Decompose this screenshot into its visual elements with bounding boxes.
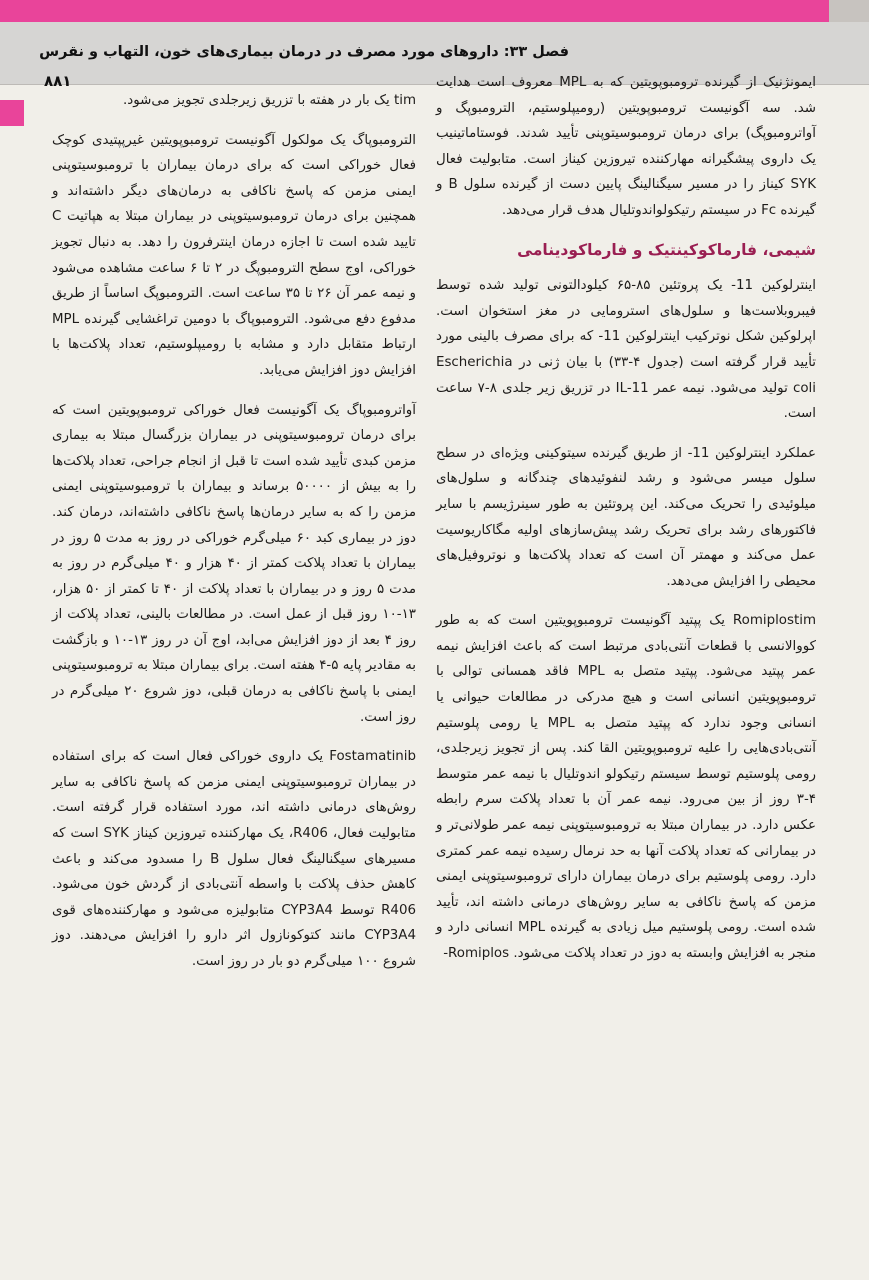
right-column bbox=[436, 70, 816, 981]
chapter-thumb-tab bbox=[0, 100, 24, 126]
paragraph-interleukin-function: عملکرد اینترلوکین ‎-11 از طریق گیرنده سیتوکینی ویژه‌ای در سطح سلول میسر می‌شود و رشد لنفوئیدهای چندگانه و سلول‌های میلوئیدی را تحریک می‌کند. این پروتئین به طور سینرژیسم با سایر فاکتورهای رشد برای تحریک رشد پیش‌سازهای اولیه مگاکاریوسیت عمل می‌کند و مهمتر آن است که تعداد پلاکت‌ها و نوتروفیل‌های محیطی را افزایش می‌دهد. bbox=[436, 445, 816, 589]
chapter-title: فصل ۳۳: داروهای مورد مصرف در درمان بیماری‌های خون، التهاب و نقرس bbox=[39, 44, 569, 60]
paragraph-avatrombopag: آواترومبوپاگ یک آگونیست فعال خوراکی ترومبوپویتین است که برای درمان ترومبوسیتوپنی در بیماران بزرگسال مبتلا به بیماری مزمن کبدی تأیید شده است تا قبل از انجام جراحی، تعداد پلاکت‌ها را به بیش از ۵۰۰۰۰ برساند و بیماران با ترومبوسیتوپنی ایمنی مزمن را که به سایر درمان‌ها پاسخ ناکافی داشته‌اند، درمان کند. دوز در بیماری کبد ۶۰ میلی‌گرم خوراکی در روز به مدت ۵ روز در بیماران با تعداد پلاکت کمتر از ۴۰ هزار و ۴۰ میلی‌گرم در روز به مدت ۵ روز و در بیماران با تعداد پلاکت از ۴۰ تا کمتر از ۵۰ هزار، ۱۳-۱۰ روز قبل از عمل است. در مطالعات بالینی، تعداد پلاکت از روز ۴ بعد از دوز افزایش می‌ابد، اوج آن در روز ۱۳-۱۰ و بازگشت به مقادیر پایه ۵-۴ هفته است. برای بیماران مبتلا به ترومبوسیتوپنی ایمنی با پاسخ ناکافی به درمان قبلی، دوز شروع ۲۰ میلی‌گرم در روز است. bbox=[52, 402, 417, 725]
paragraph-fostamatinib: Fostamatinib یک داروی خوراکی فعال است که برای استفاده در بیماران ترومبوسیتوپنی ایمنی مزمن که پاسخ ناکافی به سایر روش‌های درمانی داشته اند، مورد استفاده قرار گرفته است. متابولیت فعال، R406، یک مهارکننده تیروزین کیناز SYK است که مسیرهای سیگنالینگ فعال سلول B را مسدود می‌کند و باعث کاهش حذف پلاکت با واسطه آنتی‌بادی از گردش خون می‌شود. R406 توسط CYP3A4 متابولیزه می‌شود و مهارکننده‌های قوی CYP3A4 مانند کتوکونازول اثر دارو را افزایش می‌دهند. دوز شروع ۱۰۰ میلی‌گرم دو بار در روز است. bbox=[52, 749, 416, 969]
paragraph-romiplostim-dosing: tim یک بار در هفته با تزریق زیرجلدی تجویز می‌شود. bbox=[123, 93, 416, 108]
section-heading: شیمی، فارماکوکینتیک و فارماکودینامی bbox=[517, 240, 816, 259]
page-number: ۸۸۱ bbox=[44, 72, 72, 90]
page-edge-shadow bbox=[829, 0, 869, 22]
paragraph-eltrombopag: الترومبوپاگ یک مولکول آگونیست ترومبوپویتین غیرپپتیدی کوچک فعال خوراکی است که برای درمان بیماران با ترومبوسیتوپنی ایمنی مزمن که پاسخ ناکافی به درمان‌های دیگر داشته‌اند و همچنین برای درمان ترومبوسیتوپنی در بیماران مبتلا به هپاتیت C تایید شده است تا اجازه درمان اینترفرون را دهد. به دنبال تجویز خوراکی، اوج سطح الترومبوپگ در ۲ تا ۶ ساعت مشاهده می‌شود و نیمه عمر آن ۲۶ تا ۳۵ ساعت است. الترومبوپگ اساساً از طریق مدفوع دفع می‌شود. الترومبوپاگ با دومین تراغشایی گیرنده MPL ارتباط متقابل دارد و مشابه با رومیپلوستیم، تعداد پلاکت‌ها با افزایش دوز افزایش می‌یابد. bbox=[52, 132, 416, 378]
top-accent-band bbox=[0, 0, 869, 22]
paragraph-interleukin-11: اینترلوکین ‎-11 یک پروتئین ۸۵-۶۵ کیلودالتونی تولید شده توسط فیبروبلاست‌ها و سلول‌های استرومایی در مغز استخوان است. اپرلوکین شکل نوترکیب اینترلوکین ‎-11 که برای مصرف بالینی مورد تأیید قرار گرفته است (جدول ۴-۳۳) با بیان ژنی در Escherichia coli تولید می‌شود. نیمه عمر IL-11 در تزریق زیر جلدی ۸-۷ ساعت است. bbox=[436, 278, 816, 422]
paragraph-romiplostim: Romiplostim یک پپتید آگونیست ترومبوپویتین است که به طور کووالانسی با قطعات آنتی‌بادی مرتبط است که باعث افزایش نیمه عمر پپتید می‌شود. پپتید متصل به MPL فاقد همسانی توالی با ترومبوپویتین انسانی است و هیچ مدرکی در مطالعات حیوانی یا انسانی وجود ندارد که پپتید متصل به MPL یا رومی پلوستیم آنتی‌بادی‌هایی را علیه ترومبوپویتین القا کند. پس از تجویز زیرجلدی، رومی پلوستیم توسط سیستم رتیکولو اندوتلیال با نیمه عمر متوسط ۴-۳ روز از بین می‌رود. نیمه عمر آن با تعداد پلاکت سرم رابطه عکس دارد. در بیماران مبتلا به ترومبوسیتوپنی نیمه عمر طولانی‌تر و در بیمارانی که تعداد پلاکت آنها به حد نرمال رسیده نیمه عمر کمتری دارد. رومی پلوستیم برای درمان بیماران دارای ترومبوسیتوپنی ایمنی مزمن که پاسخ ناکافی به سایر روش‌های درمانی داشته اند، تأیید شده است. رومی پلوستیم میل زیادی به گیرنده MPL انسانی دارد و منجر به افزایش وابسته به دوز در تعداد پلاکت می‌شود. Romiplos- bbox=[436, 613, 816, 961]
paragraph-mpl-intro: ایمونژنیک از گیرنده ترومبوپویتین که به MPL معروف است هدایت شد. سه آگونیست ترومبوپویتین (رومیپلوستیم، الترومبوپگ و آواترومبوپگ) برای درمان ترومبوسیتوپنی تأیید شدند. فوستاماتینیب یک داروی پیشگیرانه مهارکننده تیروزین کیناز است. متابولیت فعال SYK کیناز را در مسیر سیگنالینگ پایین دست از گیرنده سلول B و گیرنده Fc در سیستم رتیکولواندوتلیال هدف قرار می‌دهد. bbox=[436, 75, 816, 218]
left-column bbox=[52, 88, 416, 989]
